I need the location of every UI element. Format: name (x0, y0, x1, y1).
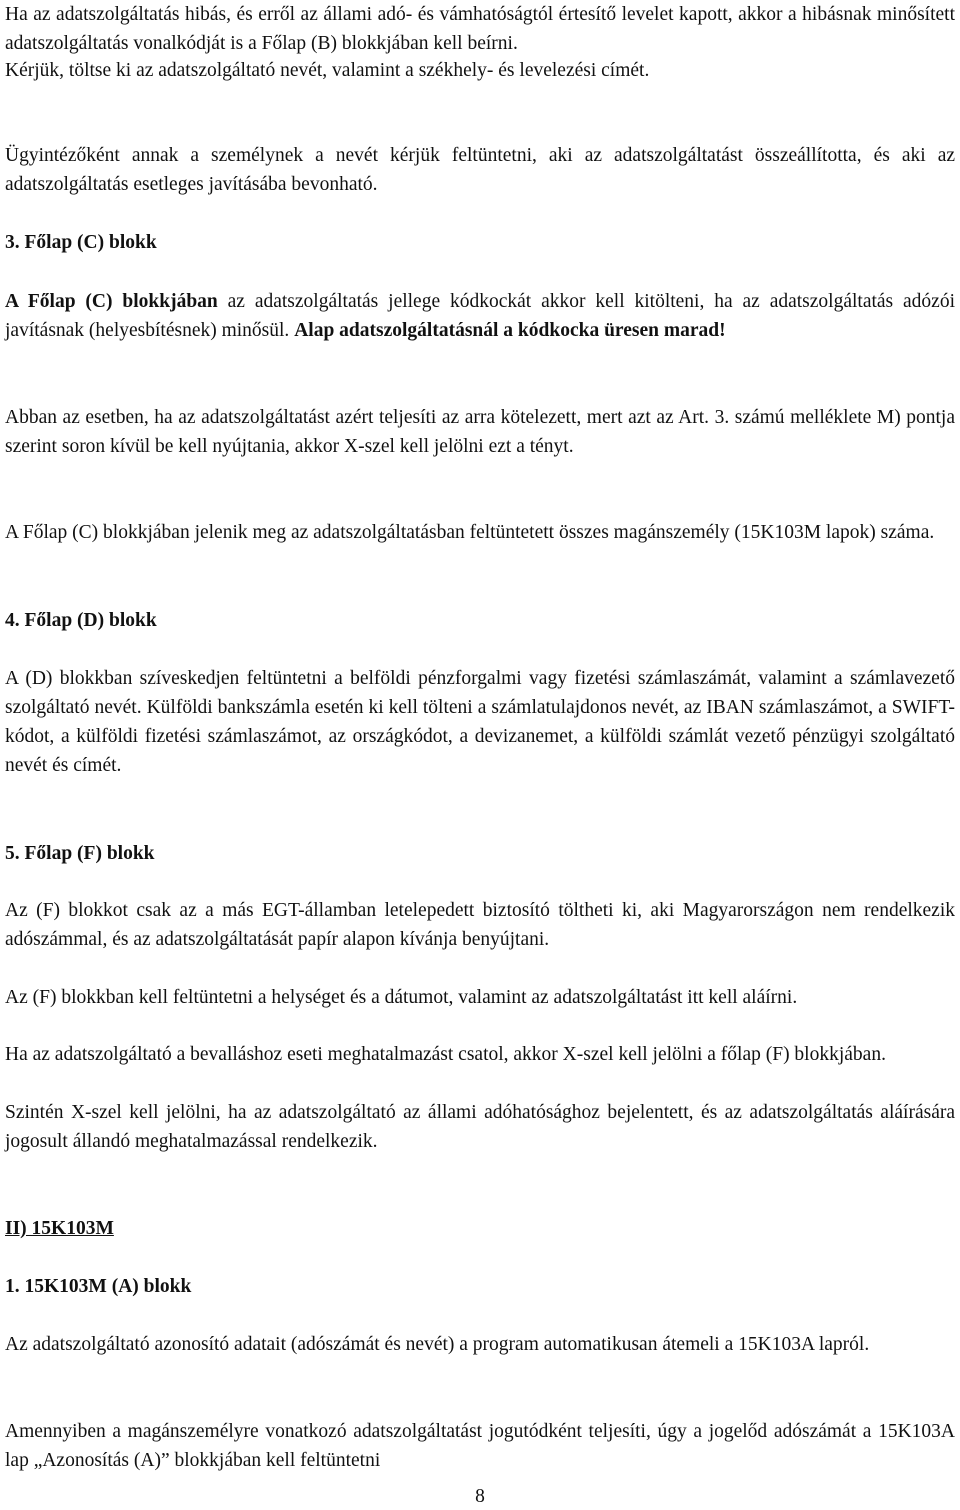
paragraph-error-notice: Ha az adatszolgáltatás hibás, és erről az állami adó- és vámhatóságtól értesítő levelet kapott, akkor a hibásnak minősített adatszolgáltatás vonalkódját is a Főlap (B) blokkjában kell beírni. (5, 4, 955, 54)
paragraph-f-block-sign: Az (F) blokkban kell feltüntetni a helységet és a dátumot, valamint az adatszolgáltatást itt kell aláírni. (5, 987, 798, 1008)
section-title-ii-text: II) 15K103M (5, 1218, 114, 1239)
paragraph-f-block-permanent-proxy: Szintén X-szel kell jelölni, ha az adatszolgáltató az állami adóhatósághoz bejelentett, és az adatszolgáltatás aláírására jogosult állandó meghatalmazással rendelkezik. (5, 1102, 955, 1152)
heading-section-4: 4. Főlap (D) blokk (5, 610, 157, 631)
heading-section-5: 5. Főlap (F) blokk (5, 843, 155, 864)
paragraph-d-block: A (D) blokkban szíveskedjen feltüntetni a belföldi pénzforgalmi vagy fizetési számlaszámát, valamint a számlavezető szolgáltató nevét. Külföldi bankszámla esetén ki kell tölteni a számlatulajdonos nevét, az IBAN számlaszámot, a SWIFT-kódot, a külföldi fizetési számlaszámot, az országkódot, a devizanemet, a külföldi számlát vezető pénzügyi szolgáltató nevét és címét. (5, 668, 955, 776)
c-block-bold-note: Alap adatszolgáltatásnál a kódkocka üresen marad! (294, 320, 726, 341)
paragraph-administrator: Ügyintézőként annak a személynek a nevét kérjük feltüntetni, aki az adatszolgáltatást összeállította, és aki az adatszolgáltatás esetleges javításába bevonható. (5, 145, 955, 195)
c-block-bold-lead: A Főlap (C) blokkjában (5, 291, 218, 312)
paragraph-art-3: Abban az esetben, ha az adatszolgáltatást azért teljesíti az arra kötelezett, mert azt az Art. 3. számú melléklete M) pontja szerint soron kívül be kell nyújtania, akkor X-szel kell jelölni ezt a tényt. (5, 407, 955, 457)
paragraph-f-block-intro: Az (F) blokkot csak az a más EGT-államban letelepedett biztosító töltheti ki, aki Magyarországon nem rendelkezik adószámmal, és az adatszolgáltatását papír alapon kívánja benyújtani. (5, 900, 955, 950)
paragraph-person-count: A Főlap (C) blokkjában jelenik meg az adatszolgáltatásban feltüntetett összes magánszemély (15K103M lapok) száma. (5, 522, 935, 543)
paragraph-identification: Az adatszolgáltató azonosító adatait (adószámát és nevét) a program automatikusan átemeli a 15K103A lapról. (5, 1334, 870, 1355)
paragraph-successor: Amennyiben a magánszemélyre vonatkozó adatszolgáltatást jogutódként teljesíti, úgy a jogelőd adószámát a 15K103A lap „Azonosítás (A)” blokkjában kell feltüntetni (5, 1421, 955, 1471)
heading-15k103m-a: 1. 15K103M (A) blokk (5, 1276, 192, 1297)
paragraph-fill-name-address: Kérjük, töltse ki az adatszolgáltató nevét, valamint a székhely- és levelezési címét. (5, 60, 650, 81)
c-block-text: az adatszolgáltatás jellege kódkockát akkor kell kitölteni, ha az adatszolgáltatás adózói javításnak (helyesbítésnek) minősül. (5, 291, 955, 341)
heading-section-3: 3. Főlap (C) blokk (5, 232, 157, 253)
page-number: 8 (475, 1486, 485, 1507)
section-title-ii (5, 1214, 955, 1243)
paragraph-f-block-proxy: Ha az adatszolgáltató a bevalláshoz eseti meghatalmazást csatol, akkor X-szel kell jelölni a főlap (F) blokkjában. (5, 1044, 886, 1065)
paragraph-c-block (5, 287, 955, 345)
